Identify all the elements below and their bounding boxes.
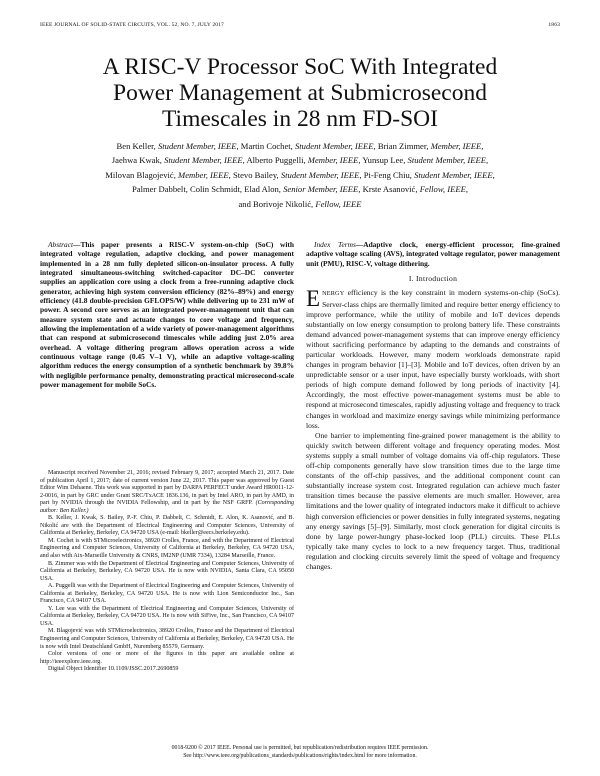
page-number: 1863 (548, 22, 560, 28)
footnote-color-note: Color versions of one or more of the figures in this paper are available online at http://ieeexplore.ieee.org. (40, 651, 294, 665)
introduction-body (306, 288, 560, 572)
index-terms: Index Terms—Adaptive clock, energy-efficient processor, fine-grained adaptive voltage scaling (AVS), integrated voltage regulator, power management unit (PMU), RISC-V, voltage dithering. (306, 240, 560, 268)
author-separator: , (358, 184, 361, 195)
author-name: Stevo Bailey, (232, 169, 279, 180)
section-heading-introduction (306, 274, 560, 283)
title-line-2: Power Management at Submicrosecond (113, 80, 487, 106)
author-name: Brian Zimmer, (377, 141, 429, 151)
section-heading-text: I. Introduction (408, 274, 458, 284)
title-line-1: A RISC-V Processor SoC With Integrated (102, 54, 498, 80)
index-terms-label: Index Terms (314, 240, 356, 249)
author-name: Milovan Blagojević, (105, 169, 176, 180)
author-role: Fellow, IEEE (419, 184, 466, 195)
author-role: Fellow, IEEE (315, 198, 362, 209)
author-role: Member, IEEE (430, 141, 482, 151)
footnotes (40, 470, 294, 674)
abstract-text: This paper presents a RISC-V system-on-chip (SoC) with integrated voltage regulation, adaptive clocking, and power management implemented in a 28 nm fully depleted silicon-on-insulator process. A fully integrated simultaneous-switching switched-capacitor DC–DC converter supplies an application core using a clock from a free-running adaptive clock generator, achieving high system conversion efficiency (82%–89%) and energy efficiency (41.8 double-precision GFLOPS/W) while delivering up to 231 mW of power. A second core serves as an integrated power-management unit that can measure system state and actuate changes to core voltage and frequency, allowing the implementation of a wide variety of power-management algorithms that can respond at submicrosecond timescales while adding just 2.0% area overhead. A voltage dithering program allows operation across a wide continuous voltage range (0.45 V–1 V), while an adaptive voltage-scaling algorithm reduces the energy consumption of a synthetic benchmark by 39.8% with negligible performance penalty, demonstrating practical microsecond-scale power management for mobile SoCs. (40, 240, 294, 390)
intro-paragraph-1 (306, 288, 560, 430)
copyright-notice (40, 744, 560, 760)
author-name: Ben Keller, (116, 141, 156, 151)
corresponding-author-note: (Corresponding author: Ben Keller.) (40, 500, 295, 514)
paper-title (40, 54, 560, 132)
author-name: Martin Cochet, (240, 141, 293, 151)
title-line-3: Timescales in 28 nm FD-SOI (162, 106, 438, 132)
author-separator: , (465, 184, 468, 195)
journal-citation: IEEE JOURNAL OF SOLID-STATE CIRCUITS, VOL. 52, NO. 7, JULY 2017 (40, 22, 224, 28)
author-separator: , (486, 155, 489, 166)
author-name: Krste Asanović, (362, 184, 418, 195)
author-role: Student Member, IEEE (407, 155, 487, 166)
author-role: Student Member, IEEE (157, 141, 237, 151)
running-header (40, 22, 560, 32)
author-separator: , (236, 141, 239, 151)
author-role: Student Member, IEEE (294, 141, 374, 151)
author-separator: , (358, 155, 361, 166)
footnote-text: Manuscript received November 21, 2016; revised February 9, 2017; accepted March 21, 2017. Date of publication April 1, 2017; date of current version June 22, 2017. This paper was approved by Guest Editor Wim Dehaene. This work was supported in part by DARPA PERFECT under Award HR0011-12-2-0016, in part by GRC under Grant SRC/TxACE 1836.136, in part by Intel ARO, in part by AMD, in part by NVIDIA through the NVIDIA Fellowship, and in part by the NSF GRFP. (40, 470, 294, 507)
author-role: Senior Member, IEEE (283, 184, 359, 195)
drop-cap: E (306, 286, 321, 312)
author-name: Palmer Dabbelt, Colin Schmidt, Elad Alon, (132, 184, 281, 195)
author-list (40, 139, 560, 211)
author-separator: , (492, 169, 495, 180)
footnote-affiliation: A. Puggelli was with the Department of Electrical Engineering and Computer Sciences, University of California at Berkeley, Berkeley, CA 94720 USA. He is now with Lion Semiconductor Inc., San Francisco, CA 94107 USA. (40, 583, 294, 605)
footnote-affiliation: B. Zimmer was with the Department of Electrical Engineering and Computer Sciences, University of California at Berkeley, Berkeley, CA 94720 USA. He is now with NVIDIA, Santa Clara, CA 95050 USA. (40, 560, 294, 582)
abstract-label: Abstract (48, 240, 74, 249)
footnote-affiliation: B. Keller, J. Kwak, S. Bailey, P.-F. Chiu, P. Dabbelt, C. Schmidt, E. Alon, K. Asanović, and B. Nikolić are with the Department of Electrical Engineering and Computer Sciences, University of California at Berkeley, Berkeley, CA 94720 USA (e-mail: bkeller@eecs.berkeley.edu). (40, 515, 294, 537)
footnote-affiliation: M. Blagojević was with STMicroelectronics, 38920 Crolles, France and the Department of Electrical Engineering and Computer Sciences, University of California at Berkeley, Berkeley, CA 94720 USA. He is now with Intel Deutschland GmbH, Nuremberg 85579, Germany. (40, 628, 294, 650)
footnote-affiliation: Y. Lee was with the Department of Electrical Engineering and Computer Sciences, University of California at Berkeley, Berkeley, CA 94720 USA. He is now with SiFive, Inc., San Francisco, CA 94107 USA. (40, 605, 294, 627)
copyright-line-1: 0018-9200 © 2017 IEEE. Personal use is permitted, but republication/redistribution requires IEEE permission. (171, 745, 429, 751)
author-role: Student Member, IEEE (280, 169, 360, 180)
author-separator: , (359, 169, 362, 180)
author-role: Member, IEEE (307, 155, 359, 166)
author-role: Student Member, IEEE (414, 169, 493, 180)
footnote-doi: Digital Object Identifier 10.1109/JSSC.2017.2690859 (48, 666, 179, 673)
left-column (40, 240, 294, 390)
author-name: Alberto Puggelli, (246, 155, 306, 166)
intro-paragraph-2: One barrier to implementing fine-grained power management is the ability to quickly switch between different voltage and frequency operating modes. Most systems supply a small number of voltage domains via off-chip regulators. These off-chip components generally have slow transition times due to the large time constants of the off-chip passives, and the additional component count can substantially increase system cost. Integrated regulation can achieve much faster transition times because the passive elements are much smaller. However, area limitations and the lower quality of integrated inductors make it difficult to achieve high conversion efficiencies or power densities in fully integrated systems, negating any energy savings [5]–[9]. Similarly, most clock generation for digital circuits is done by large power-hungry phase-locked loop (PLL) circuits. These PLLs typically take many cycles to lock to a new frequency target. Thus, traditional regulation and clocking circuits severely limit the speed of voltage and frequency changes. (306, 430, 560, 571)
abstract: Abstract—This paper presents a RISC-V system-on-chip (SoC) with integrated voltage regulation, adaptive clocking, and power management implemented in a 28 nm fully depleted silicon-on-insulator process. A fully integrated simultaneous-switching switched-capacitor DC–DC converter supplies an application core using a clock from a free-running adaptive clock generator, achieving high system conversion efficiency (82%–89%) and energy efficiency (41.8 double-precision GFLOPS/W) while delivering up to 231 mW of power. A second core serves as an integrated power-management unit that can measure system state and actuate changes to core voltage and frequency, allowing the implementation of a wide variety of power-management algorithms that can respond at submicrosecond timescales while adding just 2.0% area overhead. A voltage dithering program allows operation across a wide continuous voltage range (0.45 V–1 V), while an adaptive voltage-scaling algorithm reduces the energy consumption of a synthetic benchmark by 39.8% with negligible performance penalty, demonstrating practical microsecond-scale power management for mobile SoCs. (40, 240, 294, 390)
author-separator: , (373, 141, 376, 151)
author-role: Student Member, IEEE (164, 155, 243, 166)
author-name: Yunsup Lee, (362, 155, 406, 166)
paragraph-text: efficiency is the key constraint in modern systems-on-chip (SoCs). Server-class chips are thermally limited and require better energy efficiency to improve performance, while the utility of mobile and IoT devices depends substantially on low energy consumption to prolong battery life. These constraints demand advanced power-management systems that can improve energy efficiency without sacrificing performance by adapting to the demands and constraints of particular workloads. However, many modern workloads demonstrate rapid changes in program behavior [1]–[3]. Mobile and IoT devices, often driven by an unpredictable sensor or a user input, have especially bursty workloads, with short periods of high compute demand followed by long periods of inactivity [4]. Accordingly, the most effective power-management systems must be able to respond at microsecond timescales, rapidly adjusting voltage and frequency to track changes in workload and maximize energy savings while minimizing performance loss. (306, 288, 561, 430)
author-separator: , (228, 169, 231, 180)
footnote-affiliation: M. Cochet is with STMicroelectronics, 38920 Crolles, France, and with the Department of Electrical Engineering and Computer Sciences, University of California at Berkeley, Berkeley, CA 94720 USA, and also with Aix-Marseille University & CNRS, IM2NP (UMR 7334), 13284 Marseille, France. (40, 537, 294, 560)
first-word: NERGY (322, 290, 345, 298)
author-separator: , (242, 155, 245, 166)
author-separator: , (481, 141, 484, 151)
right-column (306, 240, 560, 572)
author-name: Jaehwa Kwak, (111, 155, 162, 166)
copyright-line-2: See http://www.ieee.org/publications_standards/publications/rights/index.html for more information. (183, 753, 417, 759)
author-name: Pi-Feng Chiu, (363, 169, 412, 180)
footnote-manuscript (40, 470, 294, 515)
index-terms-text: Adaptive clock, energy-efficient processor, fine-grained adaptive voltage scaling (AVS), integrated voltage regulator, power management unit (PMU), RISC-V, voltage dithering. (306, 240, 560, 268)
author-name: and Borivoje Nikolić, (238, 198, 314, 209)
author-role: Member, IEEE (178, 169, 229, 180)
